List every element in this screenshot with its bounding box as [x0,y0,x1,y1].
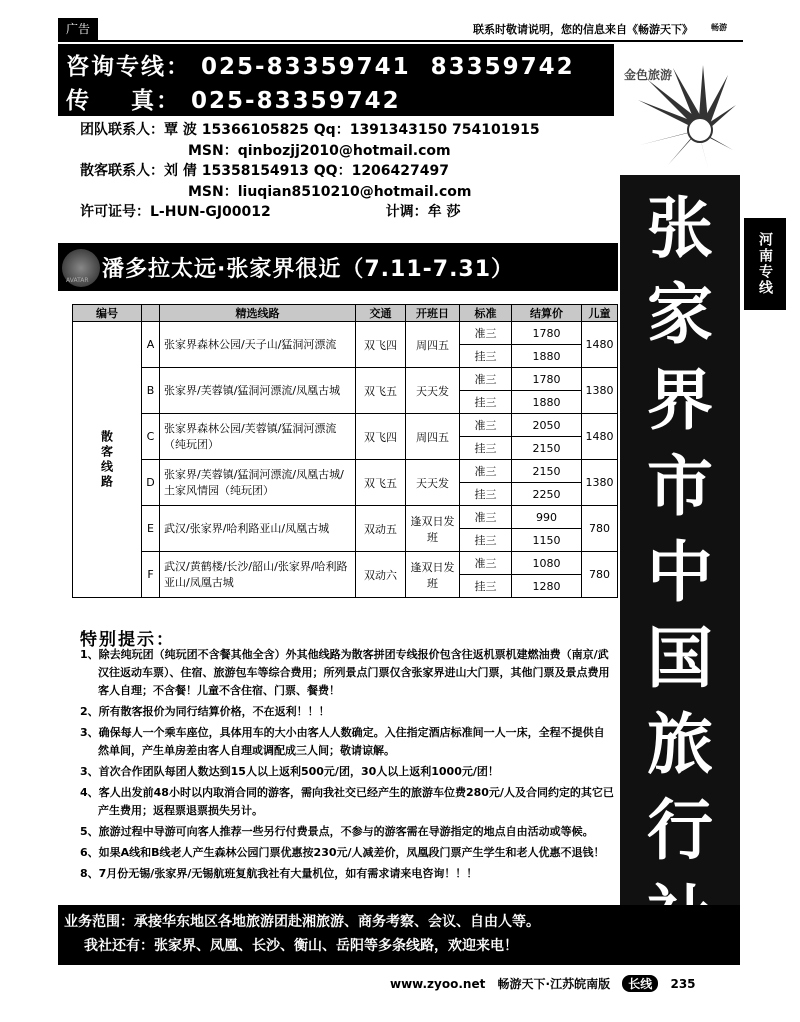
standard: 准三 [460,460,512,483]
transport: 双动五 [356,506,406,552]
fax-label: 传 真： [66,88,182,114]
footer-site: www.zyoo.net [390,977,486,991]
fax-number: 025-83359742 [191,88,401,114]
standard: 准三 [460,414,512,437]
departure-day: 天天发 [406,368,460,414]
table-header-row [73,305,618,322]
group-msn: MSN：qinbozjj2010@hotmail.com [188,142,451,159]
promo-banner [58,243,618,291]
tip-item: 6、如果A线和B线老人产生森林公园门票优惠按230元/人减差价，凤凰段门票产生学生和老人优惠不退钱！ [80,846,605,859]
departure-day: 周四五 [406,322,460,368]
tip-item: 1、除去纯玩团（纯玩团不含餐其他全含）外其他线路为散客拼团专线报价包含往返机票机建燃油费（南京/武汉往返动车票）、住宿、旅游包车等综合费用；所列景点门票仅含张家界进山大门票，其他门票及景点费用客人自理；不含餐！儿童不含住宿、门票、餐费！ [80,648,610,697]
brand-logo [618,60,740,172]
route-name: 张家界/芙蓉镇/猛洞河漂流/凤凰古城/土家风情园（纯玩团） [160,460,356,506]
magazine-logo: 畅游 [711,23,727,32]
departure-day: 天天发 [406,460,460,506]
transport: 双飞四 [356,414,406,460]
business-scope: 业务范围：承接华东地区各地旅游团赴湘旅游、商务考察、会议、自由人等。 [64,914,540,930]
license-row [80,202,620,223]
tip-item: 4、客人出发前48小时以内取消合同的游客，需向我社交已经产生的旅游车位费280元/人及合同约定的其它已产生费用；返程票退票损失另计。 [80,786,614,817]
standard: 挂三 [460,437,512,460]
page-number: 235 [670,977,696,991]
child-price: 1380 [582,460,618,506]
retail-msn: MSN：liuqian8510210@hotmail.com [188,183,472,200]
route-name: 武汉/黄鹤楼/长沙/韶山/张家界/哈利路亚山/凤凰古城 [160,552,356,598]
tip-item: 5、旅游过程中导游可向客人推荐一些另行付费景点，不参与的游客需在导游指定的地点自由活动或等候。 [80,825,594,838]
category-cell: 散客线路 [73,322,142,598]
child-price: 1480 [582,322,618,368]
ad-tag: 广告 [58,18,98,40]
hotline-line [66,48,575,81]
child-price: 780 [582,506,618,552]
price: 1280 [512,575,582,598]
col-header: 标准 [460,305,512,322]
col-header: 交通 [356,305,406,322]
route-table [72,304,618,598]
col-header: 编号 [73,305,142,322]
price: 990 [512,506,582,529]
standard: 挂三 [460,575,512,598]
table-row [73,322,618,345]
tips-list [80,646,615,886]
hotline-label: 咨询专线： [66,54,191,80]
contact-info [80,120,620,223]
standard: 挂三 [460,529,512,552]
standard: 挂三 [460,345,512,368]
tip-item: 2、所有散客报价为同行结算价格，不在返利！！！ [80,705,330,718]
fax-line [66,82,401,115]
child-price: 1480 [582,414,618,460]
price: 2150 [512,437,582,460]
price: 1880 [512,391,582,414]
planner: 计调：牟 莎 [385,204,461,220]
price: 1780 [512,368,582,391]
route-id: A [142,322,160,368]
departure-day: 周四五 [406,414,460,460]
route-name: 张家界森林公园/天子山/猛洞河漂流 [160,322,356,368]
tip-item: 3、确保每人一个乘车座位，具体用车的大小由客人人数确定。入住指定酒店标准间一人一床，全程不提供自然单间，产生单房差由客人自理或调配成三人间；敬请谅解。 [80,726,605,757]
footer-magazine: 畅游天下·江苏皖南版 [497,977,611,991]
table-row [73,506,618,529]
table-row [73,460,618,483]
transport: 双飞五 [356,460,406,506]
route-name: 武汉/张家界/哈利路亚山/凤凰古城 [160,506,356,552]
section-tab: 河南专线 [744,218,786,310]
group-contact: 团队联系人：覃 波 15366105825 Qq：1391343150 754101915 [80,122,540,138]
retail-contact: 散客联系人：刘 倩 15358154913 QQ：1206427497 [80,163,449,179]
route-id: C [142,414,160,460]
price: 2250 [512,483,582,506]
col-header: 儿童 [582,305,618,322]
price: 2150 [512,460,582,483]
footer-pill: 长线 [622,975,658,992]
standard: 准三 [460,368,512,391]
table-row [73,368,618,391]
footer [390,975,704,992]
standard: 准三 [460,322,512,345]
transport: 双飞五 [356,368,406,414]
hotline-numbers: 025-83359741 83359742 [201,54,575,80]
price: 1150 [512,529,582,552]
banner-text: 潘多拉太远·张家界很近（7.11-7.31） [102,257,515,282]
other-routes: 我社还有：张家界、凤凰、长沙、衡山、岳阳等多条线路，欢迎来电！ [84,938,518,954]
col-header: 开班日 [406,305,460,322]
tip-item: 8、7月份无锡/张家界/无锡航班复航我社有大量机位，如有需求请来电咨询！！！ [80,867,478,880]
hotline-box [58,44,614,116]
price: 1780 [512,322,582,345]
route-id: F [142,552,160,598]
business-scope-bar [58,905,740,965]
standard: 挂三 [460,391,512,414]
departure-day: 逢双日发班 [406,552,460,598]
tips-title: 特别提示： [80,630,175,650]
top-bar [58,16,743,42]
route-name: 张家界森林公园/芙蓉镇/猛洞河漂流（纯玩团） [160,414,356,460]
route-name: 张家界/芙蓉镇/猛洞河漂流/凤凰古城 [160,368,356,414]
standard: 准三 [460,552,512,575]
col-header: 结算价 [512,305,582,322]
route-id: E [142,506,160,552]
departure-day: 逢双日发班 [406,506,460,552]
child-price: 1380 [582,368,618,414]
tip-item: 3、首次合作团队每团人数达到15人以上返利500元/团，30人以上返利1000元/团！ [80,765,499,778]
license-number: 许可证号：L-HUN-GJ00012 [80,204,271,220]
route-id: B [142,368,160,414]
table-row [73,414,618,437]
child-price: 780 [582,552,618,598]
agency-name-sidebar [620,175,740,965]
table-row [73,552,618,575]
agency-name-vertical: 张家界市中国旅行 [647,189,713,869]
brand-logo-text: 金色旅游 [624,68,673,82]
transport: 双飞四 [356,322,406,368]
top-note: 联系时敬请说明，您的信息来自《畅游天下》 [473,23,693,36]
price: 2050 [512,414,582,437]
price: 1880 [512,345,582,368]
route-id: D [142,460,160,506]
banner-img-label: AVATAR [66,277,89,284]
standard: 准三 [460,506,512,529]
col-header: 精选线路 [160,305,356,322]
standard: 挂三 [460,483,512,506]
price: 1080 [512,552,582,575]
transport: 双动六 [356,552,406,598]
